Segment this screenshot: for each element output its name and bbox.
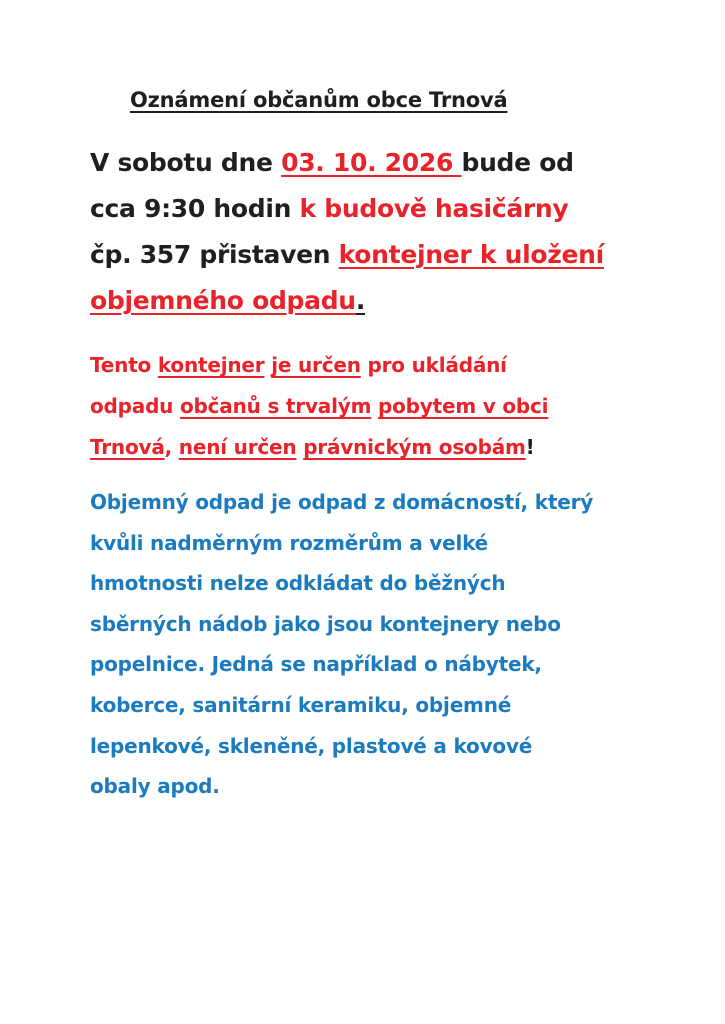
notice-text: odpadu [90, 394, 180, 418]
announcement-text: V sobotu dne [90, 148, 282, 177]
announcement-text: bude od [461, 148, 574, 177]
notice-text: občanů s trvalým [180, 394, 372, 418]
notice-text: pro ukládání [360, 353, 507, 377]
notice-line-3 [90, 427, 548, 468]
notice-line-2 [90, 386, 548, 427]
container-purpose: kontejner k uložení [338, 240, 604, 269]
announcement-line-3 [90, 232, 604, 278]
event-time: cca 9:30 hodin [90, 194, 300, 223]
announcement [90, 140, 604, 324]
notice-text: kontejner [157, 353, 265, 377]
description-line: kvůli nadměrným rozměrům a velké [90, 530, 489, 555]
event-location: k budově hasičárny [299, 194, 569, 223]
event-date: 03. 10. 2026 [281, 148, 462, 177]
announcement-text: . [355, 286, 366, 315]
description-line: hmotnosti nelze odkládat do běžných [90, 571, 506, 596]
notice-line-1 [90, 345, 548, 386]
notice-text [371, 394, 378, 418]
description-line: popelnice. Jedná se například o nábytek, [90, 652, 542, 677]
notice-text: Tento [90, 353, 158, 377]
container-purpose: objemného odpadu [90, 286, 356, 315]
notice-text: Trnová [90, 435, 165, 459]
eligibility-notice [90, 345, 548, 468]
notice-text: ! [525, 435, 535, 459]
description-line: sběrných nádob jako jsou kontejnery nebo [90, 611, 561, 636]
description-line: lepenkové, skleněné, plastové a kovové [90, 733, 533, 758]
page-title: Oznámení občanům obce Trnová [130, 88, 508, 112]
announcement-line-2 [90, 186, 604, 232]
description-line: obaly apod. [90, 774, 220, 799]
notice-text: , [164, 435, 179, 459]
notice-text: pobytem v obci [377, 394, 549, 418]
announcement-text: čp. 357 přistaven [90, 240, 339, 269]
notice-text: není určen [178, 435, 297, 459]
announcement-line-1 [90, 140, 604, 186]
description-line: Objemný odpad je odpad z domácností, který [90, 490, 594, 514]
bulky-waste-description [90, 482, 593, 807]
description-line: koberce, sanitární keramiku, objemné [90, 692, 512, 717]
notice-text: právnickým osobám [303, 435, 526, 459]
notice-text: je určen [271, 353, 361, 377]
announcement-line-4 [90, 278, 604, 324]
